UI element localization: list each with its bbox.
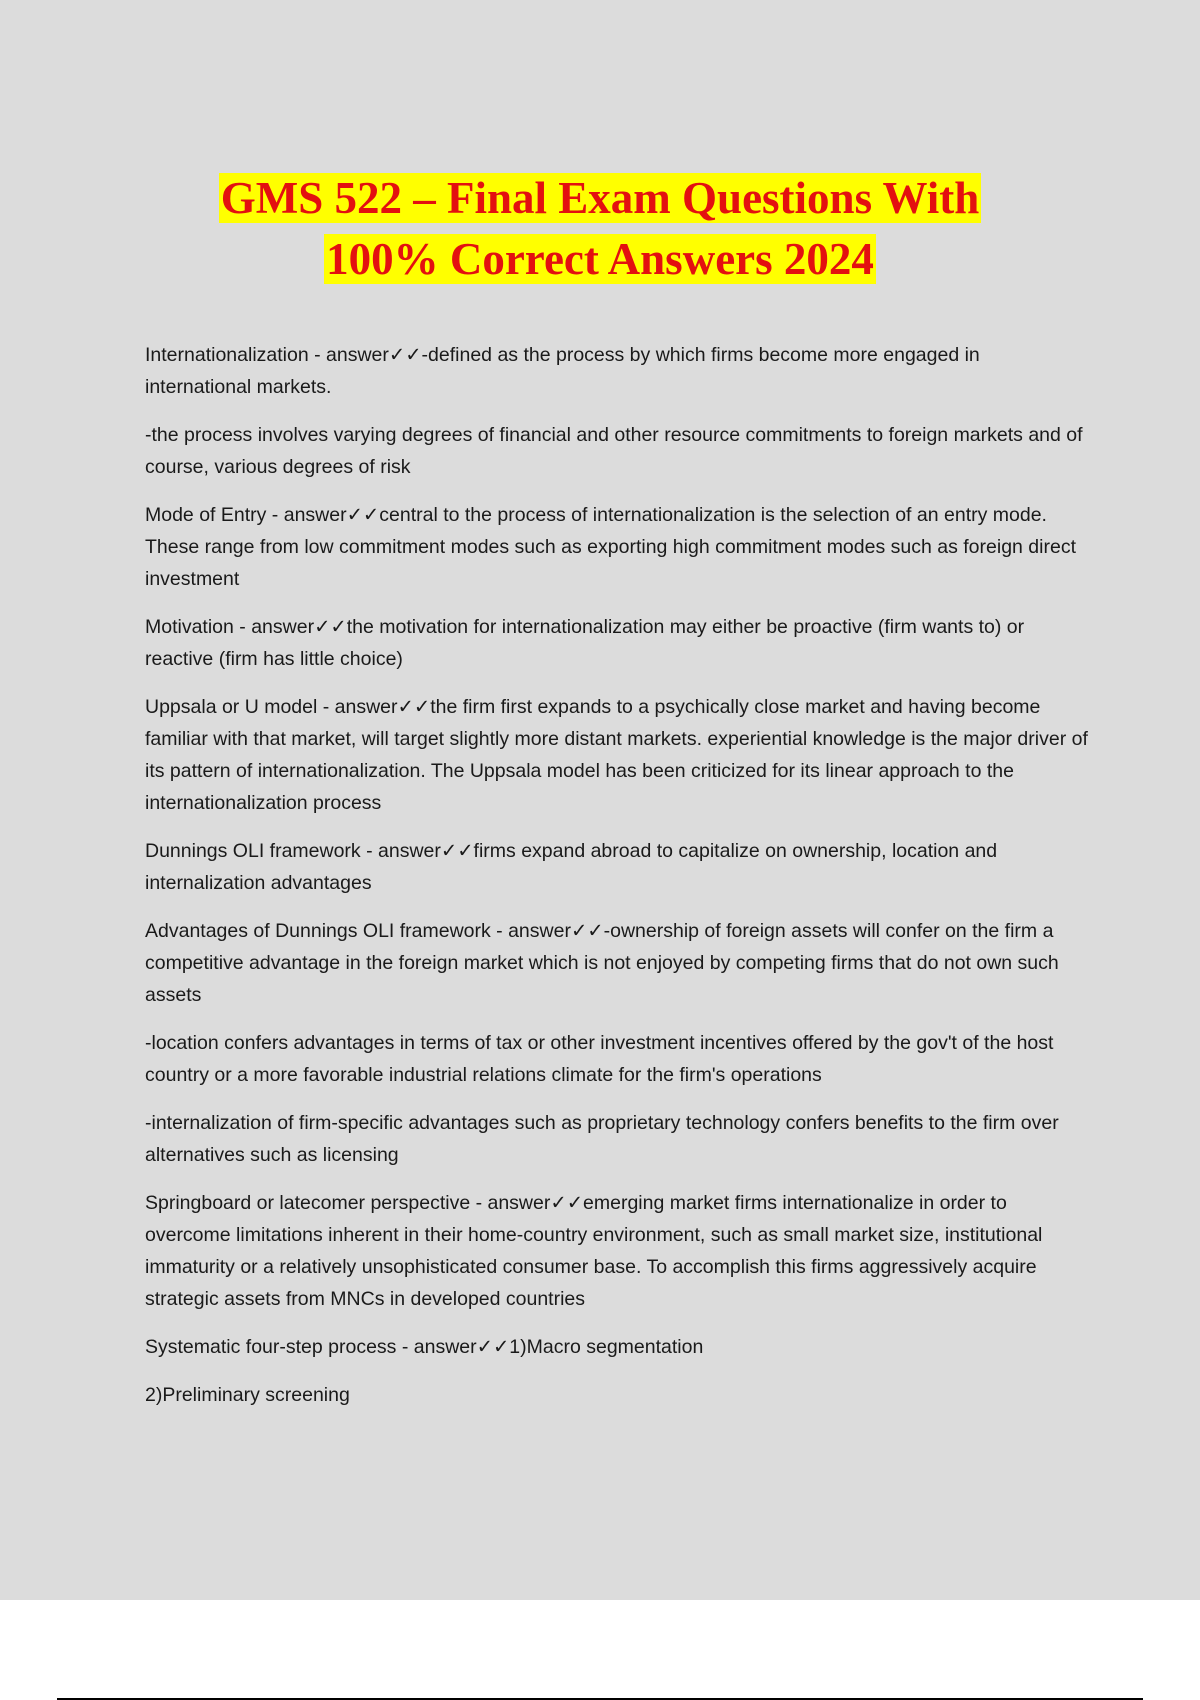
- document-body: [145, 339, 1090, 1427]
- paragraph-motivation: Motivation - answer✓✓the motivation for internationalization may either be proactive (firm wants to) or reactive (firm has little choice): [145, 616, 1025, 670]
- paragraph-oli-framework: Dunnings OLI framework - answer✓✓firms expand abroad to capitalize on ownership, location and internalization advantages: [145, 840, 998, 894]
- paragraph-internalization-advantages: -internalization of firm-specific advantages such as proprietary technology confers benefits to the firm over alternatives such as licensing: [145, 1112, 1059, 1166]
- paragraph-four-step-process: Systematic four-step process - answer✓✓1)Macro segmentation: [145, 1336, 704, 1358]
- document-title: [0, 168, 1200, 290]
- paragraph-internationalization: Internationalization - answer✓✓-defined as the process by which firms become more engaged in international markets.: [145, 344, 980, 398]
- title-line-2: 100% Correct Answers 2024: [326, 234, 874, 284]
- paragraph-location-advantages: -location confers advantages in terms of tax or other investment incentives offered by the gov't of the host country or a more favorable industrial relations climate for the firm's operations: [145, 1032, 1054, 1086]
- paragraph-preliminary-screening: 2)Preliminary screening: [145, 1384, 350, 1406]
- paragraph-mode-of-entry: Mode of Entry - answer✓✓central to the process of internationalization is the selection of an entry mode. These range from low commitment modes such as exporting high commitment modes such as foreign direct investment: [145, 504, 1076, 590]
- paragraph-uppsala-model: Uppsala or U model - answer✓✓the firm first expands to a psychically close market and having become familiar with that market, will target slightly more distant markets. experiential knowledge is the major driver of its pattern of internationalization. The Uppsala model has been criticized for its linear approach to the internationalization process: [145, 696, 1088, 814]
- title-line-1: GMS 522 – Final Exam Questions With: [220, 173, 980, 223]
- paragraph-resource-commitments: -the process involves varying degrees of financial and other resource commitments to foreign markets and of course, various degrees of risk: [145, 424, 1083, 478]
- paragraph-oli-advantages: Advantages of Dunnings OLI framework - answer✓✓-ownership of foreign assets will confer on the firm a competitive advantage in the foreign market which is not enjoyed by competing firms that do not own such assets: [145, 920, 1059, 1006]
- paragraph-springboard-perspective: Springboard or latecomer perspective - answer✓✓emerging market firms internationalize in order to overcome limitations inherent in their home-country environment, such as small market size, institutional immaturity or a relatively unsophisticated consumer base. To accomplish this firms aggressively acquire strategic assets from MNCs in developed countries: [145, 1192, 1043, 1310]
